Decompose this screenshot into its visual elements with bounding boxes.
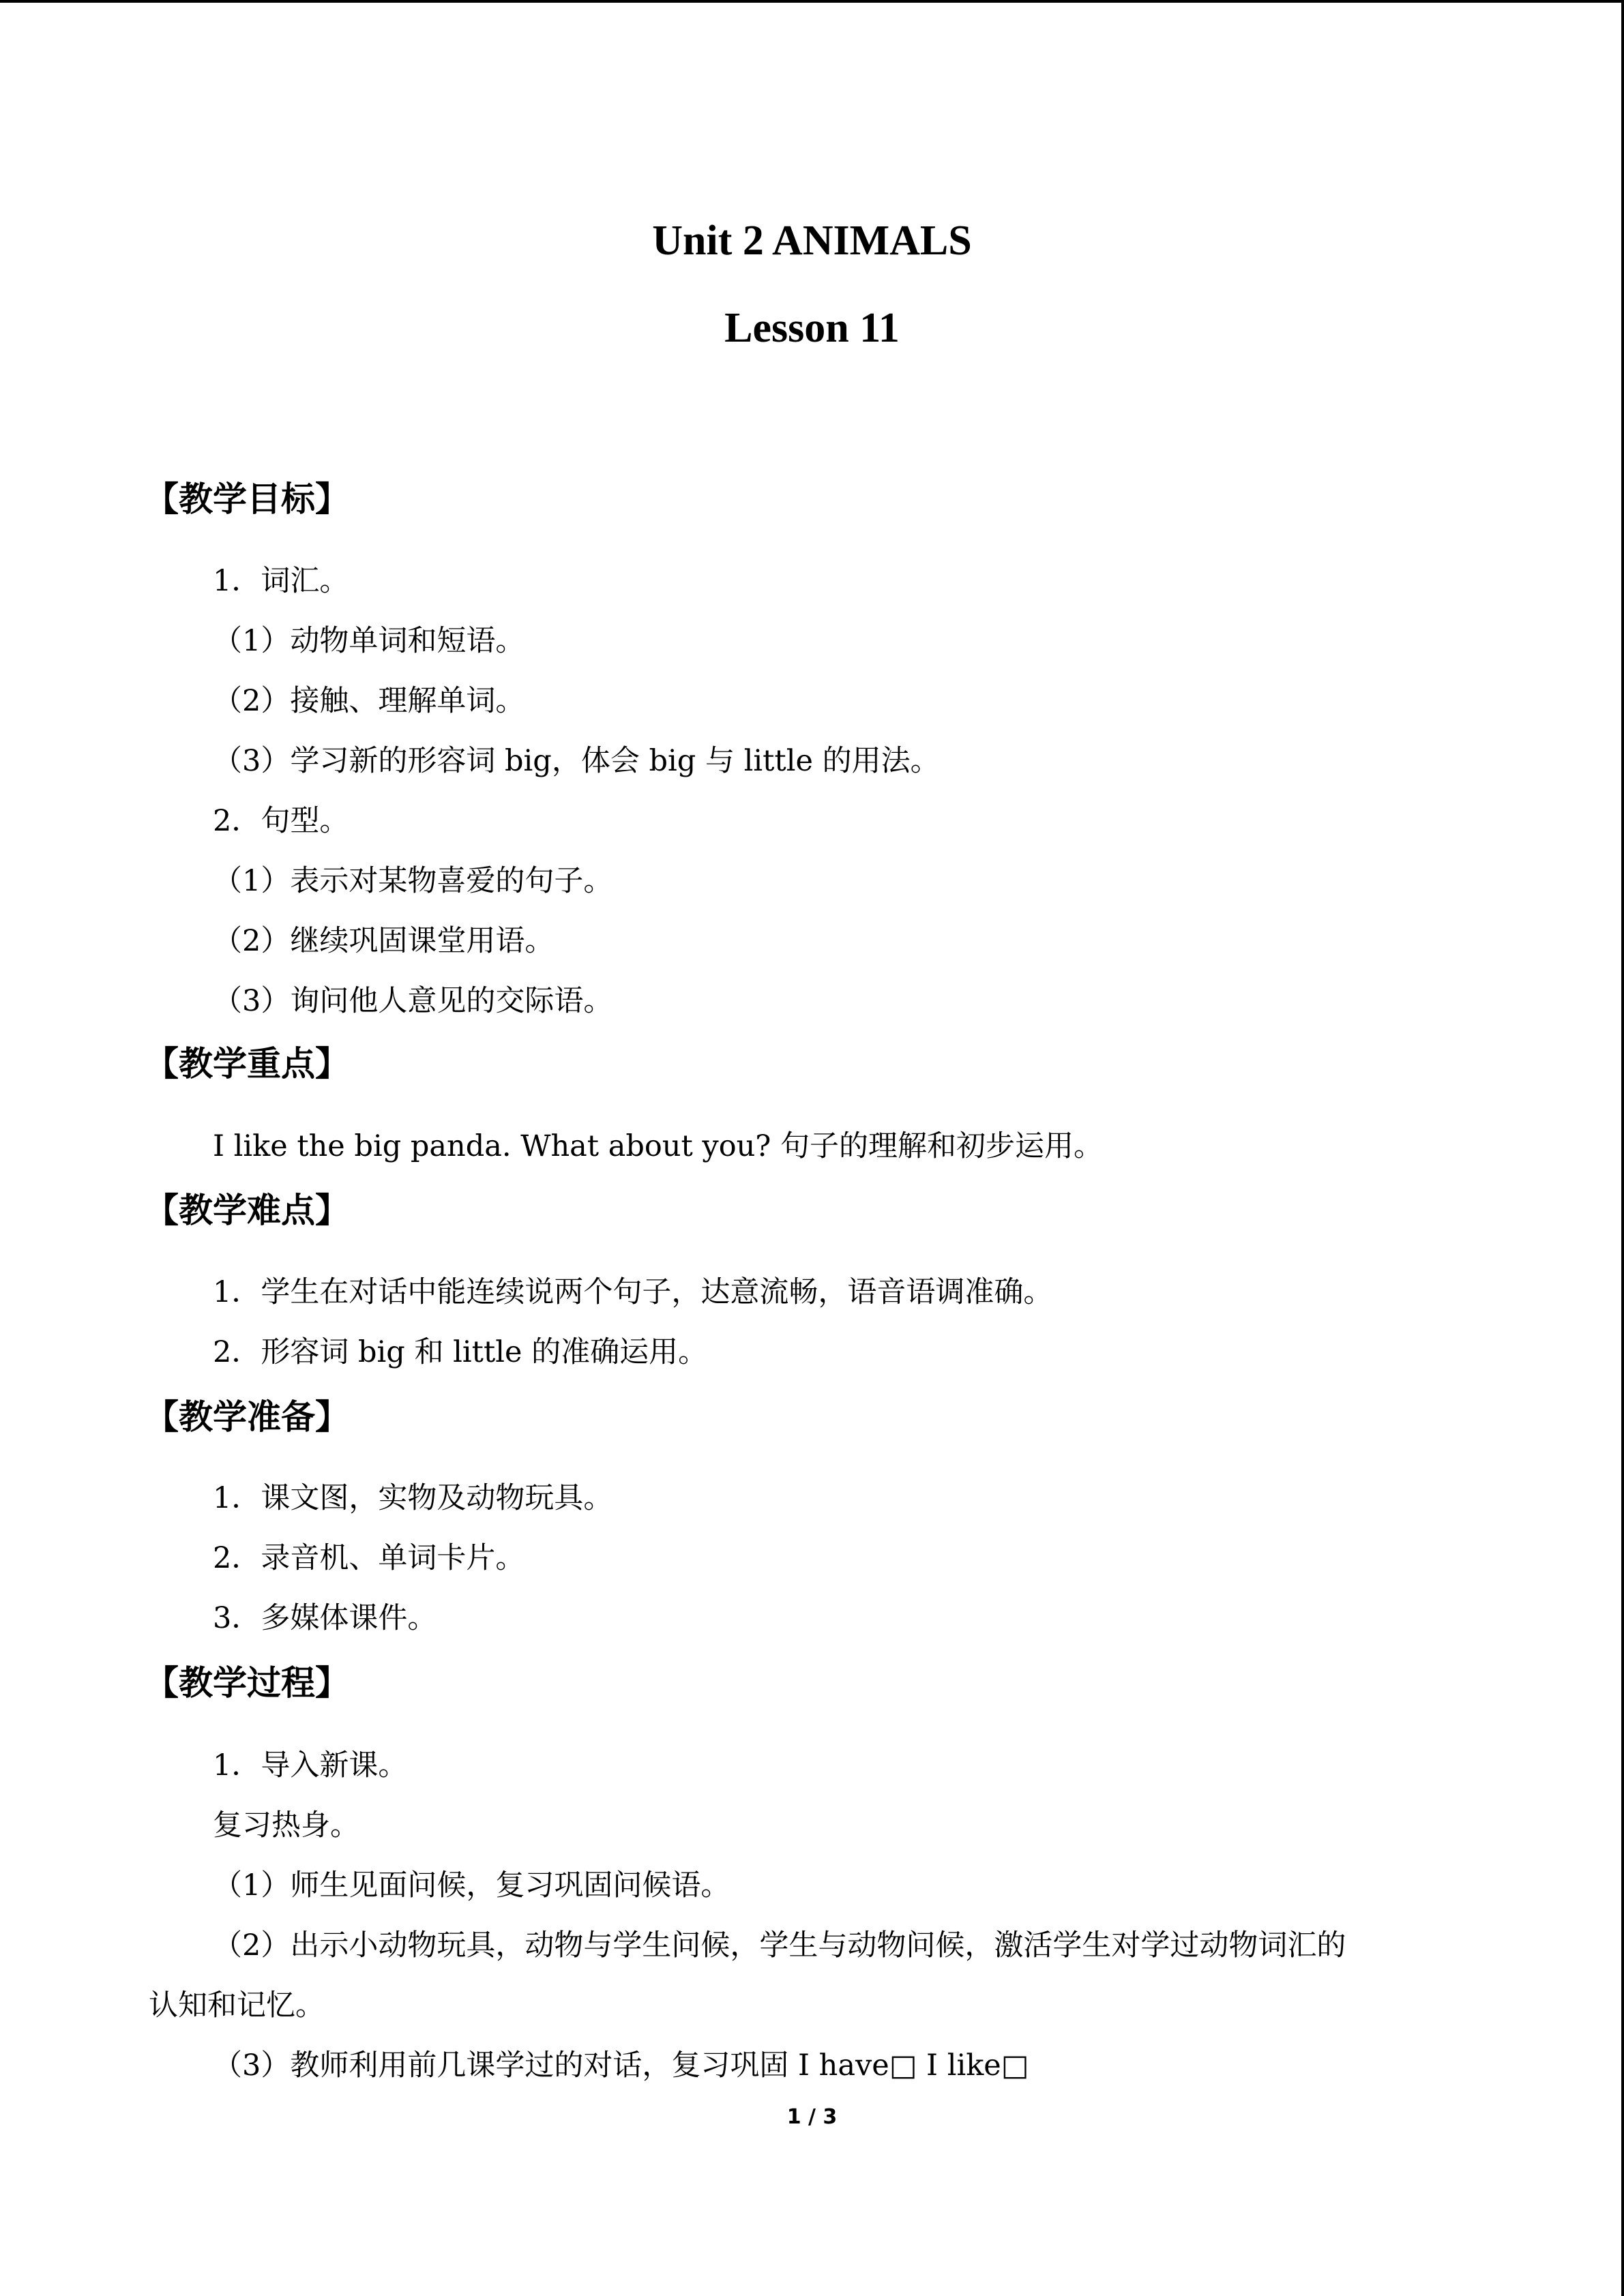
section-heading-objectives: 【教学目标】: [145, 479, 349, 519]
objective-line: （1）表示对某物喜爱的句子。: [213, 864, 613, 898]
section-heading-preparation: 【教学准备】: [145, 1397, 349, 1437]
process-line: （2）出示小动物玩具，动物与学生问候，学生与动物问候，激活学生对学过动物词汇的: [213, 1928, 1346, 1963]
process-line: 复习热身。: [213, 1808, 359, 1843]
difficulty-line: 2．形容词 big 和 little 的准确运用。: [213, 1335, 708, 1369]
key-point-line: I like the big panda. What about you? 句子的理解和初步运用。: [213, 1129, 1104, 1163]
document-title: Unit 2 ANIMALS: [652, 218, 972, 264]
page-border-top: [0, 0, 1624, 3]
objective-line: （2）继续巩固课堂用语。: [213, 924, 555, 958]
process-line: （1）师生见面问候，复习巩固问候语。: [213, 1868, 730, 1903]
page-number: 1 / 3: [786, 2105, 838, 2129]
process-line: 1．导入新课。: [213, 1748, 408, 1783]
objective-line: 1．词汇。: [213, 564, 349, 598]
section-heading-key-points: 【教学重点】: [145, 1044, 349, 1084]
preparation-line: 2．录音机、单词卡片。: [213, 1541, 525, 1575]
section-heading-process: 【教学过程】: [145, 1663, 349, 1703]
objective-line: （1）动物单词和短语。: [213, 624, 525, 658]
preparation-line: 1．课文图，实物及动物玩具。: [213, 1481, 613, 1515]
objective-line: 2．句型。: [213, 804, 349, 838]
process-line: 认知和记忆。: [149, 1988, 325, 2023]
section-heading-difficulties: 【教学难点】: [145, 1191, 349, 1230]
preparation-line: 3．多媒体课件。: [213, 1601, 437, 1635]
difficulty-line: 1．学生在对话中能连续说两个句子，达意流畅，语音语调准确。: [213, 1275, 1053, 1309]
objective-line: （3）学习新的形容词 big，体会 big 与 little 的用法。: [213, 744, 940, 778]
document-subtitle: Lesson 11: [724, 305, 900, 351]
objective-line: （3）询问他人意见的交际语。: [213, 984, 613, 1018]
objective-line: （2）接触、理解单词。: [213, 684, 525, 718]
process-line: （3）教师利用前几课学过的对话，复习巩固 I have□ I like□: [213, 2048, 1029, 2083]
